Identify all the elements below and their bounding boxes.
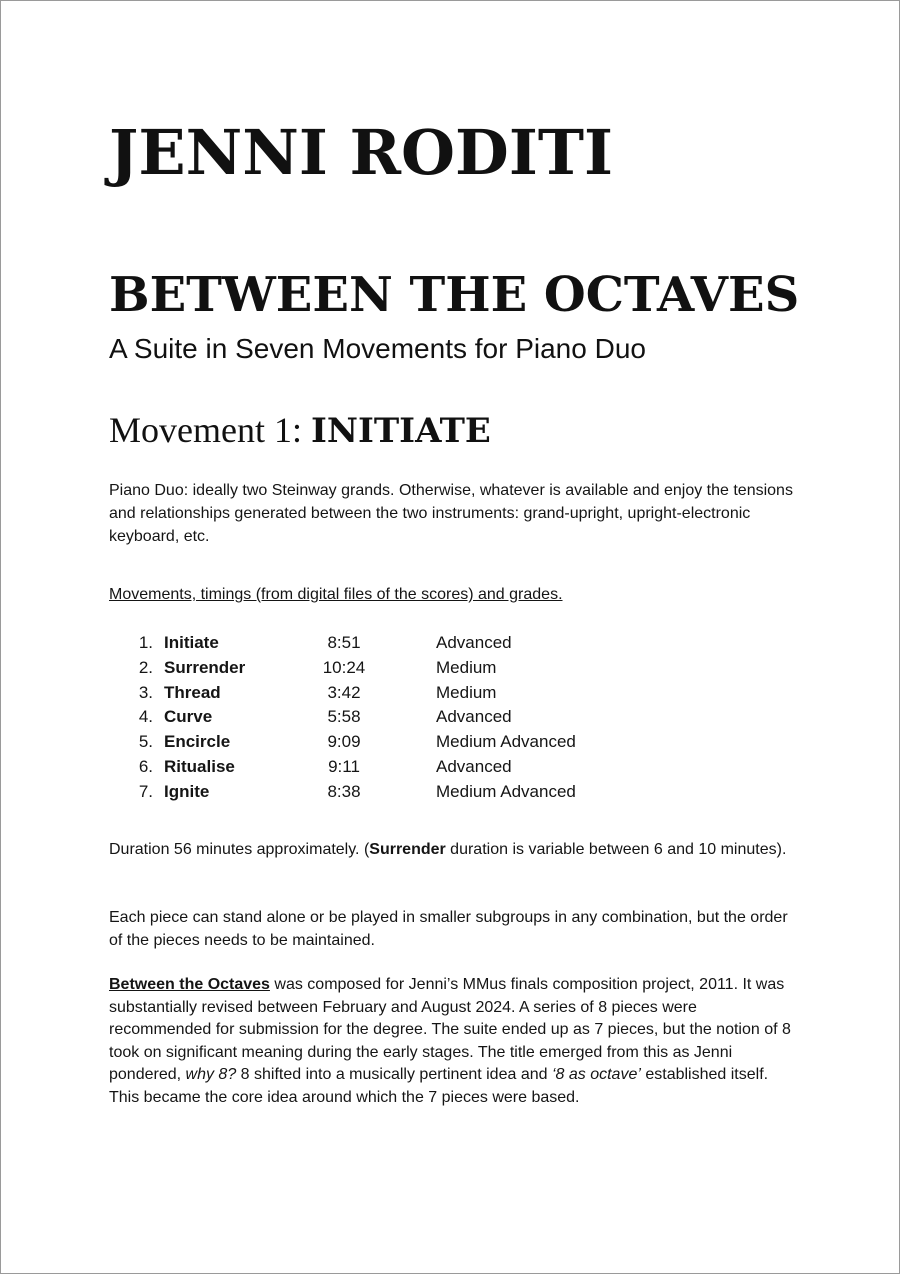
movement-number: 4.	[138, 707, 153, 727]
list-item	[129, 681, 689, 706]
movement-name: Encircle	[164, 732, 231, 752]
list-item	[129, 631, 689, 656]
movement-number: 2.	[138, 657, 153, 677]
duration-note-end: duration is variable between 6 and 10 minutes).	[445, 841, 787, 858]
history-work-title: Between the Octaves	[109, 976, 270, 993]
list-item	[129, 656, 689, 681]
history-italic-question: why 8?	[185, 1066, 237, 1083]
movement-timing: 8:38	[327, 781, 361, 801]
movement-name: Initiate	[164, 633, 219, 652]
movement-name: Ignite	[164, 781, 210, 801]
movement-grade: Advanced	[436, 707, 512, 727]
movement-number: 7.	[138, 781, 153, 801]
movement-grade: Medium Advanced	[436, 732, 576, 752]
history-italic-phrase: ‘8 as octave’	[551, 1066, 641, 1083]
list-item	[129, 780, 689, 805]
performance-note: Each piece can stand alone or be played in smaller subgroups in any combination, but the order of the pieces needs to be maintained.	[109, 909, 788, 949]
movement-timing: 10:24	[322, 657, 366, 677]
movement-name: Curve	[164, 707, 213, 727]
duration-note-start: Duration 56 minutes approximately. (	[109, 841, 370, 858]
movement-heading-prefix: Movement 1:	[109, 410, 311, 450]
duration-note-movement: Surrender	[369, 841, 446, 858]
movement-number: 3.	[138, 682, 153, 702]
movement-number: 6.	[138, 756, 153, 776]
movement-timing: 8:51	[327, 633, 361, 652]
movement-grade: Advanced	[436, 756, 512, 776]
instrumentation-note: Piano Duo: ideally two Steinway grands. Otherwise, whatever is available and enjoy the tensions and relationships generated between the two instruments: grand-upright, upright-electronic keyboard, etc.	[109, 482, 793, 545]
movement-grade: Medium	[436, 682, 497, 702]
history-text-1: was composed for Jenni’s MMus finals composition project, 2011. It was substantially revised between February and August 2024. A series of 8 pieces were recommended for submission for the degree. The suite ended up as 7 pieces, but the notion of 8 took on significant meaning during the early stages. The title emerged from this as Jenni pondered,	[109, 976, 791, 1083]
movement-timing: 5:58	[327, 707, 361, 727]
movements-caption: Movements, timings (from digital files of the scores) and grades.	[109, 586, 563, 603]
movement-number: 5.	[138, 732, 153, 752]
work-subtitle: A Suite in Seven Movements for Piano Duo	[109, 333, 646, 364]
history-text-3: established itself. This became the core idea around which the 7 pieces were based.	[109, 1066, 769, 1106]
movement-timing: 9:09	[327, 732, 361, 752]
movement-timing: 3:42	[327, 682, 361, 702]
duration-note	[109, 838, 799, 861]
movement-timing: 9:11	[328, 756, 360, 776]
list-item	[129, 755, 689, 780]
movement-number: 1.	[138, 633, 153, 652]
composer-name: JENNI RODITI	[109, 116, 613, 189]
movement-name: Ritualise	[164, 756, 235, 776]
movement-grade: Advanced	[436, 633, 512, 652]
history-text-2: 8 shifted into a musically pertinent idea and	[236, 1066, 552, 1083]
list-item	[129, 705, 689, 730]
composition-history	[109, 974, 799, 1109]
movement-list	[129, 631, 689, 805]
movement-name: Thread	[164, 682, 221, 702]
movement-heading-name: INITIATE	[310, 411, 491, 451]
list-item	[129, 730, 689, 755]
work-title: BETWEEN THE OCTAVES	[109, 267, 800, 323]
movement-heading	[109, 407, 491, 454]
movement-name: Surrender	[164, 657, 246, 677]
movement-grade: Medium Advanced	[436, 781, 576, 801]
movement-grade: Medium	[436, 657, 497, 677]
